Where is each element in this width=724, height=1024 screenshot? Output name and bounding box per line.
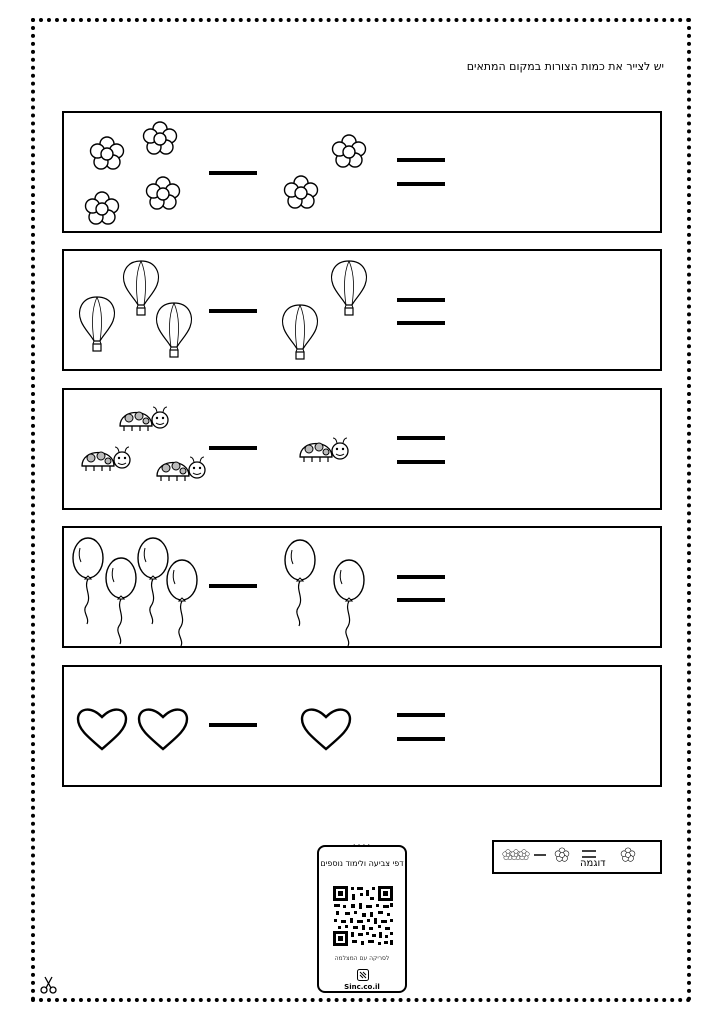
ladybug-icon [300,438,348,462]
hot-air-balloon-icon [80,297,115,351]
example-label: דוגמה [580,858,606,869]
ladybug-icon [82,447,130,471]
hot-air-balloon-icon [332,261,367,315]
qr-card-title: דפי צביעה ולימוד נוספים [320,859,404,868]
flower-icon [519,850,530,860]
balloon-icon [334,560,364,646]
ladybug-icon [120,407,168,431]
hot-air-balloon-icon [157,303,192,357]
balloon-icon [167,560,197,646]
flower-icon [91,137,124,169]
heart-icon [139,710,187,749]
flower-icon [144,122,177,154]
qr-scan-text: לסריקה עם המצלמה [334,955,390,962]
exercise-row-hot-air-balloons [62,249,662,371]
balloon-icon [106,558,136,644]
qr-card-dots: .... [352,835,372,849]
qr-code-icon[interactable] [332,885,394,947]
qr-site-label: Sinc.co.il [344,983,380,991]
flower-icon [86,192,119,224]
flower-icon [285,176,318,208]
flower-icon [555,848,569,861]
ladybug-icon [157,457,205,481]
flower-icon [333,135,366,167]
example-box [492,840,662,874]
balloon-icon [73,538,103,624]
balloon-icon [285,540,315,626]
heart-icon [302,710,350,749]
exercise-row-balloons [62,526,662,648]
hot-air-balloon-icon [283,305,318,359]
instructions-text: יש לצייר את כמות הצורות במקום המתאים [466,60,664,73]
scissors-icon [40,976,58,994]
qr-card[interactable] [317,835,407,993]
exercise-row-ladybugs [62,388,662,510]
sinc-logo-icon [357,969,369,981]
exercise-row-hearts [62,665,662,787]
hot-air-balloon-icon [124,261,159,315]
balloon-icon [138,538,168,624]
flower-icon [621,848,635,861]
exercise-row-flowers [62,111,662,233]
flower-icon [147,177,180,209]
heart-icon [78,710,126,749]
